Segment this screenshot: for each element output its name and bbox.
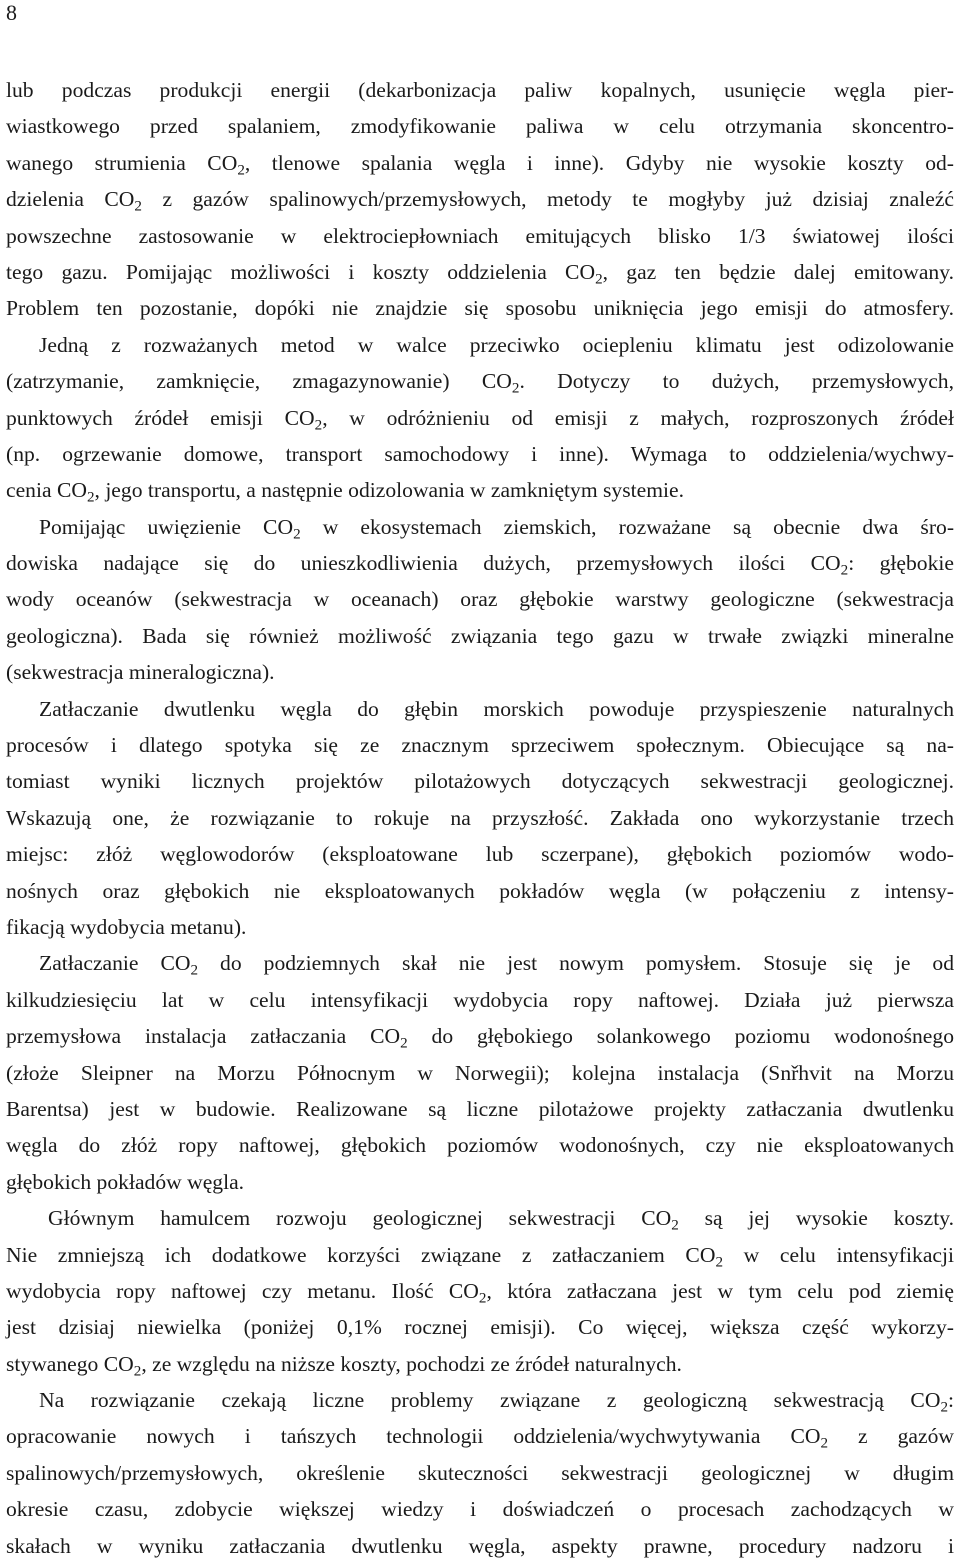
text-line: spalinowych/przemysłowych, określenie skuteczności sekwestracji geologicznej w długim <box>6 1460 954 1485</box>
text-line: Zatłaczanie $CO_2$ do podziemnych skał nie jest nowym pomysłem. Stosuje się je od <box>39 951 954 979</box>
body-text <box>6 72 954 1564</box>
page-number: 8 <box>6 0 17 25</box>
text-line: dzielenia $CO_2$ z gazów spalinowych/przemysłowych, metody te mogłyby już dzisiaj znaleźć <box>6 187 954 215</box>
text-line: fikacją wydobycia metanu). <box>6 914 247 939</box>
text-line: Problem ten pozostanie, dopóki nie znajdzie się sposobu uniknięcia jego emisji do atmosfery. <box>6 296 954 321</box>
text-line: Na rozwiązanie czekają liczne problemy związane z geologiczną sekwestracją $CO_2$: <box>39 1388 954 1416</box>
text-line: kilkudziesięciu lat w celu intensyfikacji wydobycia ropy naftowej. Działa już pierwsza <box>6 987 954 1012</box>
text-line: wody oceanów (sekwestracja w oceanach) oraz głębokie warstwy geologiczne (sekwestracja <box>6 587 954 612</box>
text-line: (sekwestracja mineralogiczna). <box>6 660 275 685</box>
text-line: stywanego $CO_2$, ze względu na niższe koszty, pochodzi ze źródeł naturalnych. <box>6 1351 682 1380</box>
text-line: (złoże Sleipner na Morzu Północnym w Norwegii); kolejna instalacja (Snřhvit na Morzu <box>6 1060 954 1085</box>
text-line: skałach w wyniku zatłaczania dwutlenku węgla, aspekty prawne, procedury nadzoru i <box>6 1533 954 1558</box>
text-line: nośnych oraz głębokich nie eksploatowanych pokładów węgla (w połączeniu z intensy- <box>6 878 954 903</box>
text-line: Jedną z rozważanych metod w walce przeciwko ociepleniu klimatu jest odizolowanie <box>39 332 954 357</box>
text-line: Nie zmniejszą ich dodatkowe korzyści związane z zatłaczaniem $CO_2$ w celu intensyfikacji <box>6 1242 954 1271</box>
text-line: dowiska nadające się do unieszkodliwienia dużych, przemysłowych ilości $CO_2$: głębokie <box>6 551 954 579</box>
text-line: przemysłowa instalacja zatłaczania $CO_2$ do głębokiego solankowego poziomu wodonośnego <box>6 1024 954 1052</box>
text-line: Głównym hamulcem rozwoju geologicznej sekwestracji $CO_2$ są jej wysokie koszty. <box>48 1206 955 1234</box>
text-line: Barentsa) jest w budowie. Realizowane są liczne pilotażowe projekty zatłaczania dwutlenku <box>6 1096 954 1121</box>
text-line: geologiczna). Bada się również możliwość związania tego gazu w trwałe związki mineralne <box>6 623 954 648</box>
text-line: wiastkowego przed spalaniem, zmodyfikowanie paliwa w celu otrzymania skoncentro- <box>6 114 954 139</box>
text-line: procesów i dlatego spotyka się ze znacznym sprzeciwem społecznym. Obiecujące są na- <box>6 733 954 758</box>
text-line: tomiast wyniki licznych projektów pilotażowych dotyczących sekwestracji geologicznej. <box>6 769 954 794</box>
text-line: jest dzisiaj niewielka (poniżej 0,1% rocznej emisji). Co więcej, większa część wykorzy- <box>6 1315 954 1340</box>
text-line: wanego strumienia $CO_2$, tlenowe spalania węgla i inne). Gdyby nie wysokie koszty od- <box>6 150 954 179</box>
text-line: punktowych źródeł emisji $CO_2$, w odróżnieniu od emisji z małych, rozproszonych źródeł <box>6 405 954 434</box>
text-line: cenia $CO_2$, jego transportu, a następnie odizolowania w zamkniętym systemie. <box>6 478 684 506</box>
text-line: głębokich pokładów węgla. <box>6 1169 245 1194</box>
text-line: powszechne zastosowanie w elektrociepłowniach emitujących blisko 1/3 światowej ilości <box>6 223 954 248</box>
text-line: (zatrzymanie, zamknięcie, zmagazynowanie) $CO_2$. Dotyczy to dużych, przemysłowych, <box>6 369 954 397</box>
text-line: Zatłaczanie dwutlenku węgla do głębin morskich powoduje przyspieszenie naturalnych <box>39 696 954 721</box>
text-line: (np. ogrzewanie domowe, transport samochodowy i inne). Wymaga to oddzielenia/wychwy- <box>6 441 954 466</box>
text-line: Wskazują one, że rozwiązanie to rokuje na przyszłość. Zakłada ono wykorzystanie trzech <box>6 805 954 830</box>
text-line: tego gazu. Pomijając możliwości i koszty oddzielenia $CO_2$, gaz ten będzie dalej emitowany. <box>6 259 954 288</box>
text-line: wydobycia ropy naftowej czy metanu. Ilość $CO_2$, która zatłaczana jest w tym celu pod ziemię <box>6 1278 954 1307</box>
text-line: Pomijając uwięzienie $CO_2$ w ekosystemach ziemskich, rozważane są obecnie dwa śro- <box>39 514 955 543</box>
text-line: miejsc: złóż węglowodorów (eksploatowane lub sczerpane), głębokich poziomów wodo- <box>6 842 954 867</box>
text-line: węgla do złóż ropy naftowej, głębokich poziomów wodonośnych, czy nie eksploatowanych <box>6 1133 954 1158</box>
text-line: opracowanie nowych i tańszych technologii oddzielenia/wychwytywania $CO_2$ z gazów <box>6 1424 954 1452</box>
text-line: okresie czasu, zdobycie większej wiedzy i doświadczeń o procesach zachodzących w <box>6 1497 954 1522</box>
text-line: lub podczas produkcji energii (dekarbonizacja paliw kopalnych, usunięcie węgla pier- <box>6 78 954 102</box>
